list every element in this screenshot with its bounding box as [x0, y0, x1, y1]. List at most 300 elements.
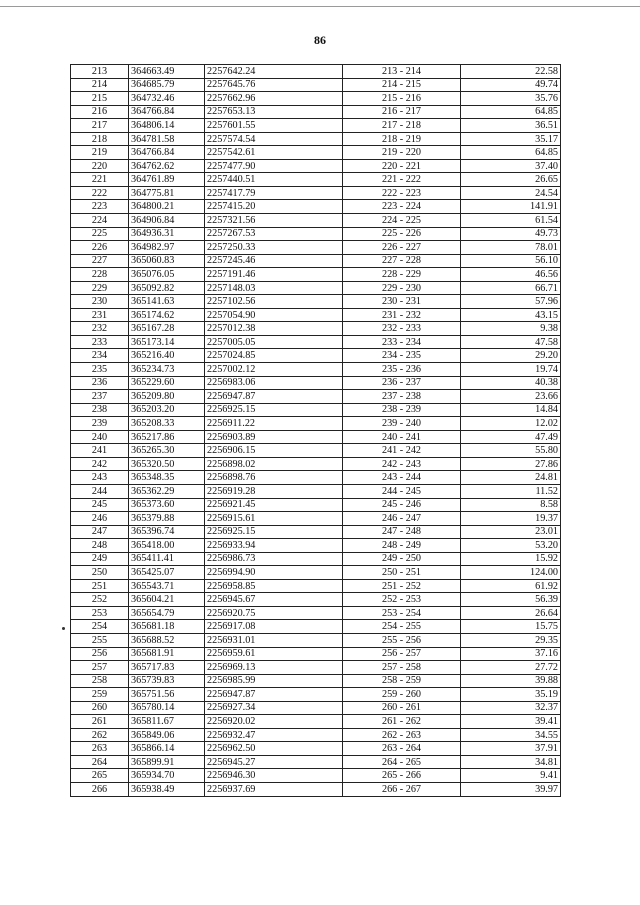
x-coordinate-cell: 365234.73: [129, 363, 205, 377]
segment-cell: 234 - 235: [343, 349, 461, 363]
x-coordinate-cell: 365751.56: [129, 688, 205, 702]
point-number-cell: 214: [71, 78, 129, 92]
y-coordinate-cell: 2257005.05: [205, 335, 343, 349]
length-cell: 35.19: [461, 688, 561, 702]
point-number-cell: 221: [71, 173, 129, 187]
point-number-cell: 229: [71, 281, 129, 295]
length-cell: 29.35: [461, 633, 561, 647]
segment-cell: 265 - 266: [343, 769, 461, 783]
segment-cell: 258 - 259: [343, 674, 461, 688]
y-coordinate-cell: 2256920.02: [205, 715, 343, 729]
point-number-cell: 222: [71, 186, 129, 200]
table-row: [71, 430, 561, 444]
length-cell: 23.66: [461, 390, 561, 404]
point-number-cell: 261: [71, 715, 129, 729]
y-coordinate-cell: 2256947.87: [205, 688, 343, 702]
length-cell: 34.81: [461, 755, 561, 769]
table-row: [71, 688, 561, 702]
point-number-cell: 259: [71, 688, 129, 702]
y-coordinate-cell: 2256994.90: [205, 566, 343, 580]
point-number-cell: 233: [71, 335, 129, 349]
length-cell: 34.55: [461, 728, 561, 742]
segment-cell: 216 - 217: [343, 105, 461, 119]
point-number-cell: 247: [71, 525, 129, 539]
table-row: [71, 403, 561, 417]
y-coordinate-cell: 2256983.06: [205, 376, 343, 390]
y-coordinate-cell: 2256933.94: [205, 539, 343, 553]
segment-cell: 215 - 216: [343, 92, 461, 106]
segment-cell: 237 - 238: [343, 390, 461, 404]
length-cell: 141.91: [461, 200, 561, 214]
table-row: [71, 268, 561, 282]
length-cell: 56.39: [461, 593, 561, 607]
x-coordinate-cell: 365681.91: [129, 647, 205, 661]
table-row: [71, 769, 561, 783]
y-coordinate-cell: 2257642.24: [205, 65, 343, 79]
y-coordinate-cell: 2256921.45: [205, 498, 343, 512]
table-row: [71, 701, 561, 715]
y-coordinate-cell: 2256925.15: [205, 403, 343, 417]
y-coordinate-cell: 2256985.99: [205, 674, 343, 688]
segment-cell: 264 - 265: [343, 755, 461, 769]
x-coordinate-cell: 365060.83: [129, 254, 205, 268]
y-coordinate-cell: 2257024.85: [205, 349, 343, 363]
y-coordinate-cell: 2257102.56: [205, 295, 343, 309]
length-cell: 55.80: [461, 444, 561, 458]
length-cell: 40.38: [461, 376, 561, 390]
point-number-cell: 219: [71, 146, 129, 160]
table-row: [71, 308, 561, 322]
length-cell: 24.81: [461, 471, 561, 485]
y-coordinate-cell: 2256958.85: [205, 579, 343, 593]
table-row: [71, 254, 561, 268]
y-coordinate-cell: 2257440.51: [205, 173, 343, 187]
y-coordinate-cell: 2257477.90: [205, 159, 343, 173]
length-cell: 36.51: [461, 119, 561, 133]
table-row: [71, 633, 561, 647]
y-coordinate-cell: 2257662.96: [205, 92, 343, 106]
point-number-cell: 217: [71, 119, 129, 133]
point-number-cell: 248: [71, 539, 129, 553]
scan-speck: [62, 627, 65, 630]
segment-cell: 229 - 230: [343, 281, 461, 295]
table-row: [71, 227, 561, 241]
segment-cell: 255 - 256: [343, 633, 461, 647]
segment-cell: 263 - 264: [343, 742, 461, 756]
y-coordinate-cell: 2257148.03: [205, 281, 343, 295]
table-row: [71, 457, 561, 471]
segment-cell: 226 - 227: [343, 241, 461, 255]
table-row: [71, 593, 561, 607]
table-row: [71, 620, 561, 634]
segment-cell: 214 - 215: [343, 78, 461, 92]
point-number-cell: 260: [71, 701, 129, 715]
point-number-cell: 218: [71, 132, 129, 146]
length-cell: 124.00: [461, 566, 561, 580]
y-coordinate-cell: 2257645.76: [205, 78, 343, 92]
segment-cell: 248 - 249: [343, 539, 461, 553]
segment-cell: 243 - 244: [343, 471, 461, 485]
table-row: [71, 159, 561, 173]
point-number-cell: 232: [71, 322, 129, 336]
x-coordinate-cell: 365396.74: [129, 525, 205, 539]
y-coordinate-cell: 2256932.47: [205, 728, 343, 742]
table-row: [71, 525, 561, 539]
length-cell: 39.97: [461, 782, 561, 796]
point-number-cell: 240: [71, 430, 129, 444]
table-row: [71, 715, 561, 729]
x-coordinate-cell: 365866.14: [129, 742, 205, 756]
length-cell: 27.86: [461, 457, 561, 471]
segment-cell: 250 - 251: [343, 566, 461, 580]
x-coordinate-cell: 364906.84: [129, 214, 205, 228]
length-cell: 11.52: [461, 484, 561, 498]
segment-cell: 231 - 232: [343, 308, 461, 322]
x-coordinate-cell: 364732.46: [129, 92, 205, 106]
x-coordinate-cell: 365688.52: [129, 633, 205, 647]
segment-cell: 219 - 220: [343, 146, 461, 160]
length-cell: 53.20: [461, 539, 561, 553]
length-cell: 57.96: [461, 295, 561, 309]
y-coordinate-cell: 2256947.87: [205, 390, 343, 404]
length-cell: 49.73: [461, 227, 561, 241]
table-row: [71, 444, 561, 458]
x-coordinate-cell: 365173.14: [129, 335, 205, 349]
table-row: [71, 295, 561, 309]
table-row: [71, 281, 561, 295]
point-number-cell: 237: [71, 390, 129, 404]
y-coordinate-cell: 2256927.34: [205, 701, 343, 715]
table-row: [71, 146, 561, 160]
x-coordinate-cell: 365217.86: [129, 430, 205, 444]
page-number: 86: [314, 33, 326, 47]
x-coordinate-cell: 365938.49: [129, 782, 205, 796]
x-coordinate-cell: 364685.79: [129, 78, 205, 92]
x-coordinate-cell: 365076.05: [129, 268, 205, 282]
x-coordinate-cell: 365167.28: [129, 322, 205, 336]
table-row: [71, 647, 561, 661]
segment-cell: 253 - 254: [343, 606, 461, 620]
x-coordinate-cell: 365229.60: [129, 376, 205, 390]
segment-cell: 230 - 231: [343, 295, 461, 309]
length-cell: 8.58: [461, 498, 561, 512]
point-number-cell: 253: [71, 606, 129, 620]
length-cell: 9.41: [461, 769, 561, 783]
table-row: [71, 417, 561, 431]
point-number-cell: 243: [71, 471, 129, 485]
point-number-cell: 256: [71, 647, 129, 661]
length-cell: 66.71: [461, 281, 561, 295]
x-coordinate-cell: 365604.21: [129, 593, 205, 607]
coordinates-table-body: [71, 65, 561, 797]
segment-cell: 227 - 228: [343, 254, 461, 268]
table-row: [71, 322, 561, 336]
table-row: [71, 65, 561, 79]
point-number-cell: 242: [71, 457, 129, 471]
table-row: [71, 539, 561, 553]
y-coordinate-cell: 2256946.30: [205, 769, 343, 783]
y-coordinate-cell: 2256925.15: [205, 525, 343, 539]
y-coordinate-cell: 2256898.02: [205, 457, 343, 471]
point-number-cell: 223: [71, 200, 129, 214]
y-coordinate-cell: 2256911.22: [205, 417, 343, 431]
x-coordinate-cell: 365174.62: [129, 308, 205, 322]
length-cell: 64.85: [461, 146, 561, 160]
point-number-cell: 257: [71, 661, 129, 675]
segment-cell: 221 - 222: [343, 173, 461, 187]
length-cell: 9.38: [461, 322, 561, 336]
x-coordinate-cell: 365739.83: [129, 674, 205, 688]
segment-cell: 223 - 224: [343, 200, 461, 214]
length-cell: 29.20: [461, 349, 561, 363]
point-number-cell: 228: [71, 268, 129, 282]
segment-cell: 256 - 257: [343, 647, 461, 661]
length-cell: 35.17: [461, 132, 561, 146]
point-number-cell: 264: [71, 755, 129, 769]
length-cell: 47.49: [461, 430, 561, 444]
table-row: [71, 200, 561, 214]
y-coordinate-cell: 2257245.46: [205, 254, 343, 268]
y-coordinate-cell: 2257415.20: [205, 200, 343, 214]
point-number-cell: 246: [71, 512, 129, 526]
segment-cell: 228 - 229: [343, 268, 461, 282]
segment-cell: 240 - 241: [343, 430, 461, 444]
x-coordinate-cell: 365717.83: [129, 661, 205, 675]
y-coordinate-cell: 2257191.46: [205, 268, 343, 282]
length-cell: 26.64: [461, 606, 561, 620]
x-coordinate-cell: 364761.89: [129, 173, 205, 187]
y-coordinate-cell: 2257267.53: [205, 227, 343, 241]
length-cell: 27.72: [461, 661, 561, 675]
y-coordinate-cell: 2256919.28: [205, 484, 343, 498]
y-coordinate-cell: 2256962.50: [205, 742, 343, 756]
length-cell: 26.65: [461, 173, 561, 187]
length-cell: 22.58: [461, 65, 561, 79]
segment-cell: 218 - 219: [343, 132, 461, 146]
x-coordinate-cell: 364982.97: [129, 241, 205, 255]
x-coordinate-cell: 365780.14: [129, 701, 205, 715]
table-row: [71, 484, 561, 498]
point-number-cell: 239: [71, 417, 129, 431]
segment-cell: 260 - 261: [343, 701, 461, 715]
segment-cell: 235 - 236: [343, 363, 461, 377]
segment-cell: 213 - 214: [343, 65, 461, 79]
y-coordinate-cell: 2257012.38: [205, 322, 343, 336]
length-cell: 23.01: [461, 525, 561, 539]
x-coordinate-cell: 365348.35: [129, 471, 205, 485]
x-coordinate-cell: 365203.20: [129, 403, 205, 417]
y-coordinate-cell: 2256903.89: [205, 430, 343, 444]
length-cell: 37.16: [461, 647, 561, 661]
length-cell: 49.74: [461, 78, 561, 92]
length-cell: 61.92: [461, 579, 561, 593]
length-cell: 61.54: [461, 214, 561, 228]
point-number-cell: 224: [71, 214, 129, 228]
x-coordinate-cell: 365418.00: [129, 539, 205, 553]
segment-cell: 233 - 234: [343, 335, 461, 349]
length-cell: 37.40: [461, 159, 561, 173]
segment-cell: 262 - 263: [343, 728, 461, 742]
page-top-rule: [0, 6, 640, 7]
length-cell: 24.54: [461, 186, 561, 200]
x-coordinate-cell: 365141.63: [129, 295, 205, 309]
segment-cell: 225 - 226: [343, 227, 461, 241]
segment-cell: 239 - 240: [343, 417, 461, 431]
point-number-cell: 250: [71, 566, 129, 580]
x-coordinate-cell: 365849.06: [129, 728, 205, 742]
y-coordinate-cell: 2256969.13: [205, 661, 343, 675]
segment-cell: 241 - 242: [343, 444, 461, 458]
y-coordinate-cell: 2257417.79: [205, 186, 343, 200]
length-cell: 47.58: [461, 335, 561, 349]
y-coordinate-cell: 2256986.73: [205, 552, 343, 566]
table-row: [71, 173, 561, 187]
table-row: [71, 363, 561, 377]
table-row: [71, 335, 561, 349]
length-cell: 56.10: [461, 254, 561, 268]
y-coordinate-cell: 2256898.76: [205, 471, 343, 485]
point-number-cell: 265: [71, 769, 129, 783]
y-coordinate-cell: 2257002.12: [205, 363, 343, 377]
y-coordinate-cell: 2257250.33: [205, 241, 343, 255]
x-coordinate-cell: 365425.07: [129, 566, 205, 580]
x-coordinate-cell: 365209.80: [129, 390, 205, 404]
y-coordinate-cell: 2256917.08: [205, 620, 343, 634]
segment-cell: 251 - 252: [343, 579, 461, 593]
segment-cell: 266 - 267: [343, 782, 461, 796]
point-number-cell: 216: [71, 105, 129, 119]
x-coordinate-cell: 364806.14: [129, 119, 205, 133]
x-coordinate-cell: 364775.81: [129, 186, 205, 200]
table-row: [71, 390, 561, 404]
y-coordinate-cell: 2256945.27: [205, 755, 343, 769]
point-number-cell: 231: [71, 308, 129, 322]
length-cell: 39.88: [461, 674, 561, 688]
x-coordinate-cell: 365265.30: [129, 444, 205, 458]
y-coordinate-cell: 2256931.01: [205, 633, 343, 647]
x-coordinate-cell: 364663.49: [129, 65, 205, 79]
segment-cell: 238 - 239: [343, 403, 461, 417]
y-coordinate-cell: 2256945.67: [205, 593, 343, 607]
point-number-cell: 263: [71, 742, 129, 756]
x-coordinate-cell: 365362.29: [129, 484, 205, 498]
x-coordinate-cell: 364762.62: [129, 159, 205, 173]
length-cell: 19.74: [461, 363, 561, 377]
segment-cell: 244 - 245: [343, 484, 461, 498]
y-coordinate-cell: 2256959.61: [205, 647, 343, 661]
point-number-cell: 230: [71, 295, 129, 309]
length-cell: 78.01: [461, 241, 561, 255]
coordinates-table: [70, 64, 561, 797]
table-row: [71, 105, 561, 119]
table-row: [71, 241, 561, 255]
segment-cell: 232 - 233: [343, 322, 461, 336]
table-row: [71, 566, 561, 580]
x-coordinate-cell: 365543.71: [129, 579, 205, 593]
x-coordinate-cell: 365899.91: [129, 755, 205, 769]
table-row: [71, 349, 561, 363]
segment-cell: 252 - 253: [343, 593, 461, 607]
length-cell: 14.84: [461, 403, 561, 417]
y-coordinate-cell: 2257542.61: [205, 146, 343, 160]
segment-cell: 257 - 258: [343, 661, 461, 675]
table-row: [71, 782, 561, 796]
point-number-cell: 255: [71, 633, 129, 647]
point-number-cell: 244: [71, 484, 129, 498]
point-number-cell: 258: [71, 674, 129, 688]
x-coordinate-cell: 365934.70: [129, 769, 205, 783]
table-row: [71, 755, 561, 769]
segment-cell: 220 - 221: [343, 159, 461, 173]
table-row: [71, 606, 561, 620]
point-number-cell: 227: [71, 254, 129, 268]
segment-cell: 247 - 248: [343, 525, 461, 539]
y-coordinate-cell: 2256937.69: [205, 782, 343, 796]
point-number-cell: 213: [71, 65, 129, 79]
table-row: [71, 512, 561, 526]
table-row: [71, 78, 561, 92]
x-coordinate-cell: 365411.41: [129, 552, 205, 566]
segment-cell: 254 - 255: [343, 620, 461, 634]
x-coordinate-cell: 365320.50: [129, 457, 205, 471]
y-coordinate-cell: 2256906.15: [205, 444, 343, 458]
x-coordinate-cell: 364766.84: [129, 146, 205, 160]
point-number-cell: 226: [71, 241, 129, 255]
table-row: [71, 552, 561, 566]
point-number-cell: 251: [71, 579, 129, 593]
table-row: [71, 471, 561, 485]
segment-cell: 261 - 262: [343, 715, 461, 729]
point-number-cell: 241: [71, 444, 129, 458]
x-coordinate-cell: 365373.60: [129, 498, 205, 512]
point-number-cell: 215: [71, 92, 129, 106]
x-coordinate-cell: 365379.88: [129, 512, 205, 526]
y-coordinate-cell: 2257054.90: [205, 308, 343, 322]
y-coordinate-cell: 2256920.75: [205, 606, 343, 620]
table-row: [71, 119, 561, 133]
segment-cell: 224 - 225: [343, 214, 461, 228]
x-coordinate-cell: 365216.40: [129, 349, 205, 363]
y-coordinate-cell: 2257321.56: [205, 214, 343, 228]
point-number-cell: 234: [71, 349, 129, 363]
length-cell: 15.92: [461, 552, 561, 566]
segment-cell: 245 - 246: [343, 498, 461, 512]
length-cell: 12.02: [461, 417, 561, 431]
point-number-cell: 220: [71, 159, 129, 173]
table-row: [71, 661, 561, 675]
table-row: [71, 132, 561, 146]
x-coordinate-cell: 365654.79: [129, 606, 205, 620]
x-coordinate-cell: 364766.84: [129, 105, 205, 119]
segment-cell: 249 - 250: [343, 552, 461, 566]
segment-cell: 217 - 218: [343, 119, 461, 133]
table-row: [71, 92, 561, 106]
point-number-cell: 252: [71, 593, 129, 607]
length-cell: 19.37: [461, 512, 561, 526]
segment-cell: 259 - 260: [343, 688, 461, 702]
x-coordinate-cell: 364800.21: [129, 200, 205, 214]
y-coordinate-cell: 2257653.13: [205, 105, 343, 119]
point-number-cell: 249: [71, 552, 129, 566]
point-number-cell: 245: [71, 498, 129, 512]
x-coordinate-cell: 365092.82: [129, 281, 205, 295]
length-cell: 37.91: [461, 742, 561, 756]
point-number-cell: 238: [71, 403, 129, 417]
length-cell: 32.37: [461, 701, 561, 715]
length-cell: 46.56: [461, 268, 561, 282]
table-row: [71, 579, 561, 593]
y-coordinate-cell: 2257601.55: [205, 119, 343, 133]
